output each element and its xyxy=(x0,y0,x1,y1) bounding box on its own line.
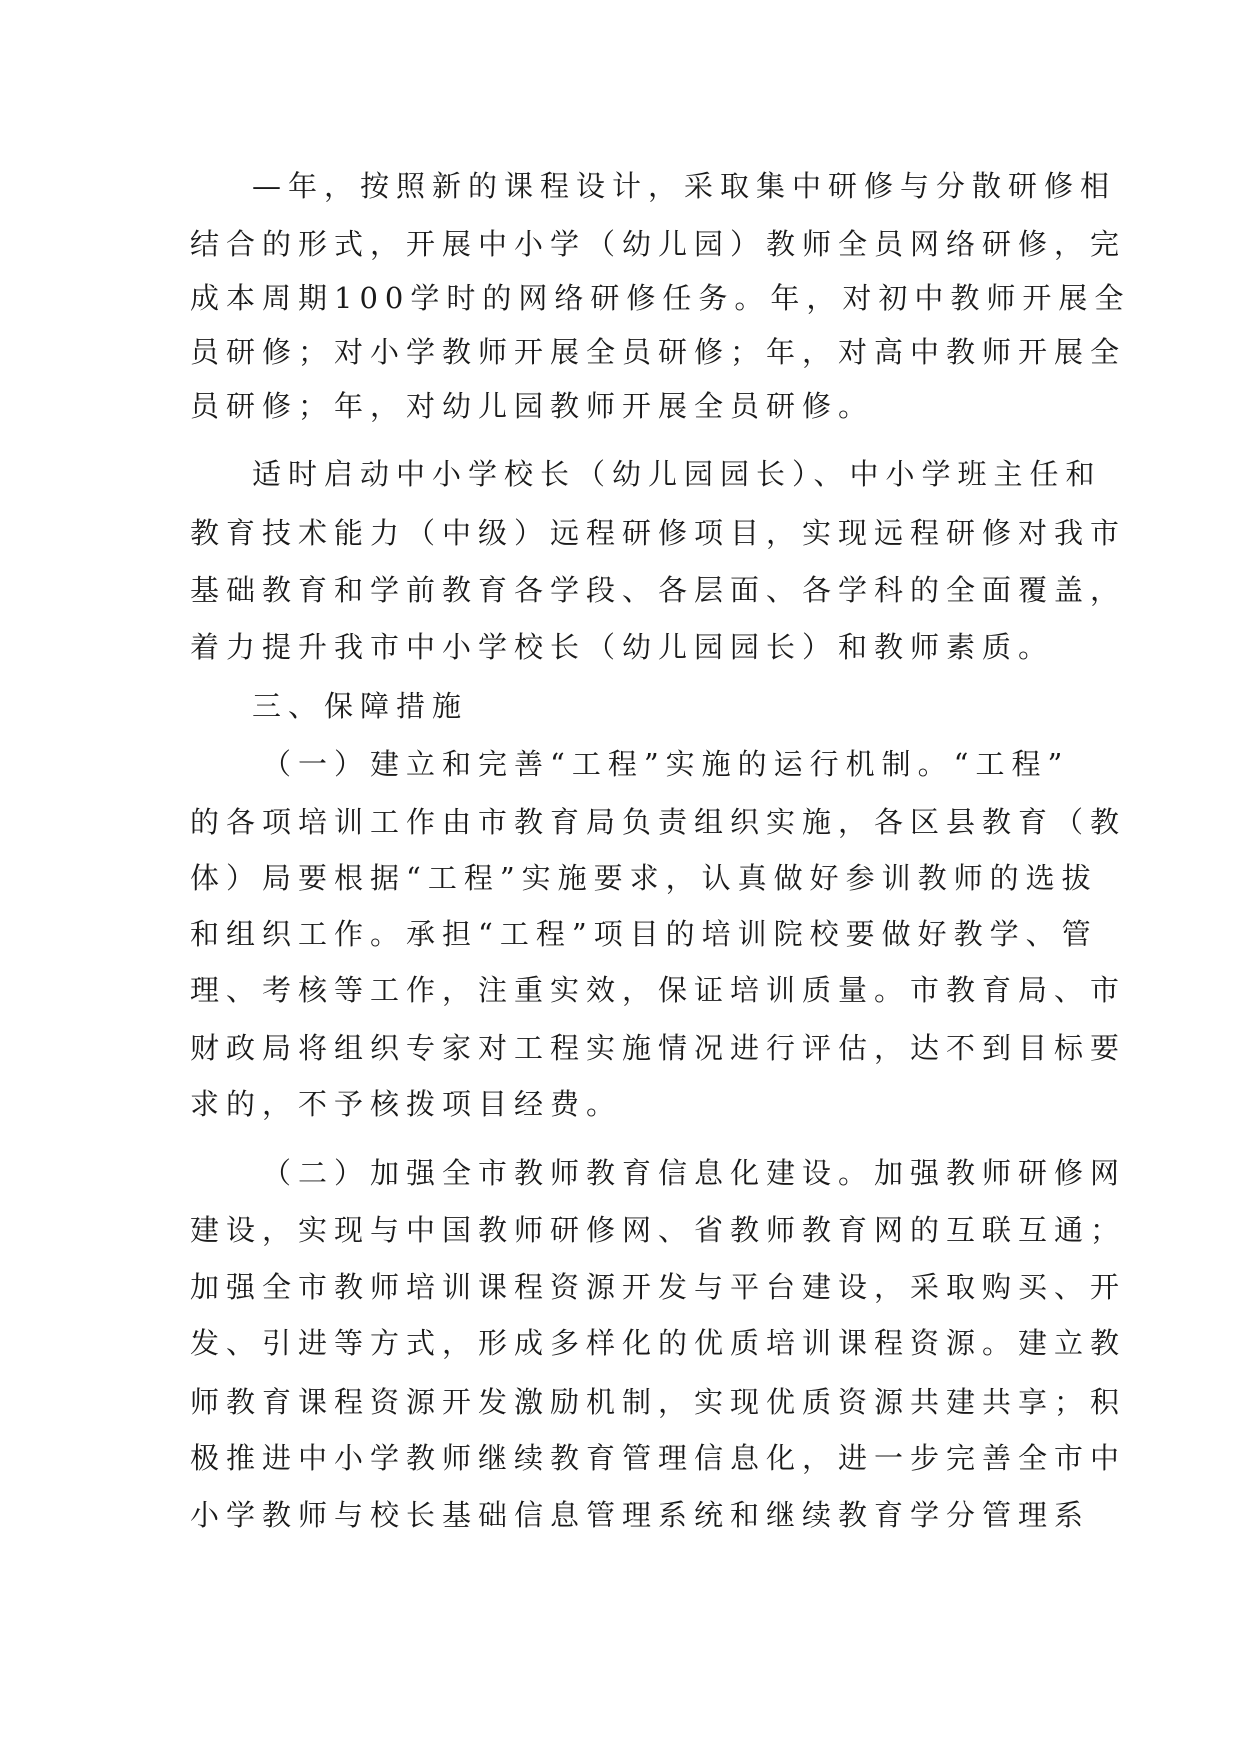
text-line: 师教育课程资源开发激励机制，实现优质资源共建共享；积 xyxy=(190,1385,1127,1419)
text-line: 加强全市教师培训课程资源开发与平台建设，采取购买、开 xyxy=(190,1270,1127,1304)
text-line: 建设，实现与中国教师研修网、省教师教育网的互联互通； xyxy=(190,1213,1127,1247)
text-line: （一）建立和完善“工程”实施的运行机制。“工程” xyxy=(262,747,1070,781)
text-line: 教育技术能力（中级）远程研修项目，实现远程研修对我市 xyxy=(190,516,1127,550)
text-line: 适时启动中小学校长（幼儿园园长）、中小学班主任和 xyxy=(252,457,1102,491)
section-heading: 三、保障措施 xyxy=(252,689,469,723)
text-line: 结合的形式，开展中小学（幼儿园）教师全员网络研修，完 xyxy=(190,227,1127,261)
text-line: 员研修；对小学教师开展全员研修；年，对高中教师开展全 xyxy=(190,335,1127,369)
text-line: 体）局要根据“工程”实施要求，认真做好参训教师的选拔 xyxy=(190,861,1098,895)
text-line: 成本周期100学时的网络研修任务。年，对初中教师开展全 xyxy=(190,281,1131,315)
text-line: 着力提升我市中小学校长（幼儿园园长）和教师素质。 xyxy=(190,630,1055,664)
text-line: 财政局将组织专家对工程实施情况进行评估，达不到目标要 xyxy=(190,1031,1127,1065)
text-line: 小学教师与校长基础信息管理系统和继续教育学分管理系 xyxy=(190,1498,1091,1532)
text-line: 求的，不予核拨项目经费。 xyxy=(190,1087,623,1121)
text-line: 发、引进等方式，形成多样化的优质培训课程资源。建立教 xyxy=(190,1326,1127,1360)
text-line: 极推进中小学教师继续教育管理信息化，进一步完善全市中 xyxy=(190,1441,1127,1475)
text-line: —年，按照新的课程设计，采取集中研修与分散研修相 xyxy=(252,169,1117,203)
text-line: （二）加强全市教师教育信息化建设。加强教师研修网 xyxy=(262,1156,1127,1190)
text-line: 的各项培训工作由市教育局负责组织实施，各区县教育（教 xyxy=(190,805,1127,839)
text-line: 基础教育和学前教育各学段、各层面、各学科的全面覆盖， xyxy=(190,573,1127,607)
text-line: 和组织工作。承担“工程”项目的培训院校要做好教学、管 xyxy=(190,917,1098,951)
text-line: 理、考核等工作，注重实效，保证培训质量。市教育局、市 xyxy=(190,973,1127,1007)
text-line: 员研修；年，对幼儿园教师开展全员研修。 xyxy=(190,389,875,423)
